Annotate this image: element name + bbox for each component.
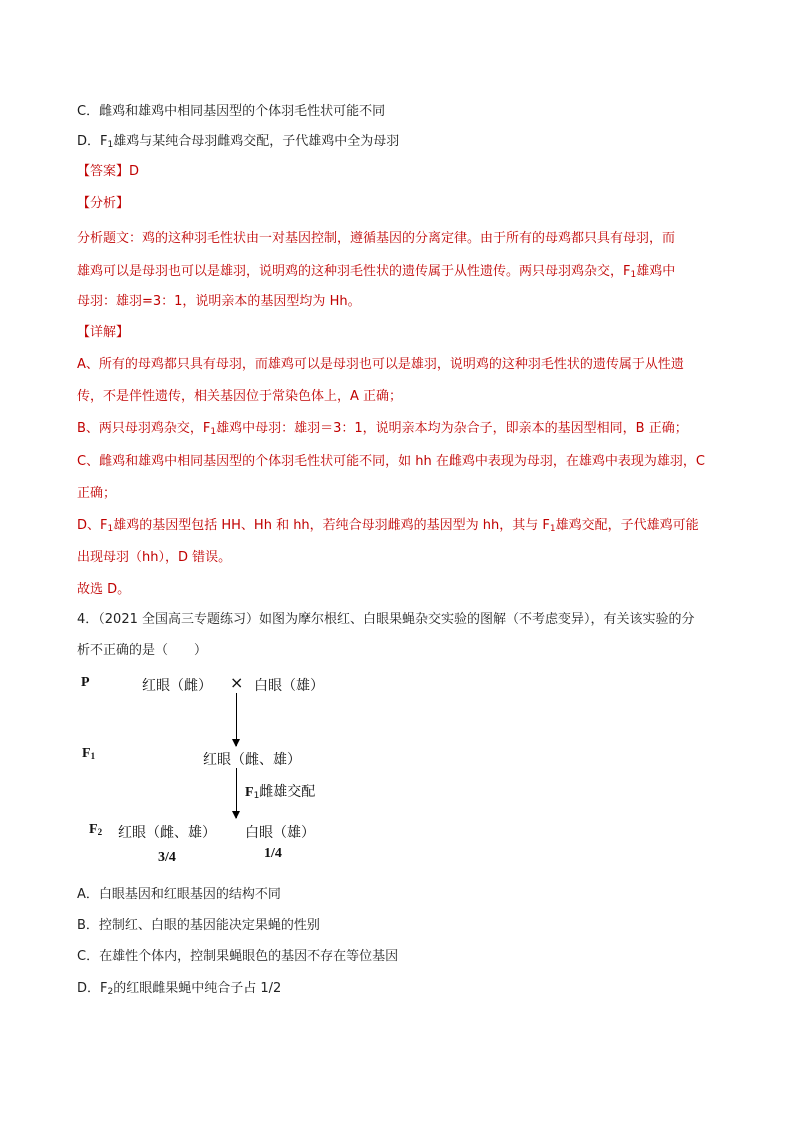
q4-stem-line-1: 4．（2021 全国高三专题练习）如图为摩尔根红、白眼果蝇杂交实验的图解（不考虑变异），有关该实验的分 — [77, 612, 695, 627]
parent-male: 白眼（雄） — [254, 678, 324, 694]
q3-conclusion: 故选 D。 — [77, 582, 131, 597]
q3-detail-a-line-1: A、所有的母鸡都只具有母羽，而雄鸡可以是母羽也可以是雄羽，说明鸡的这种羽毛性状的遗传属于从性遗 — [77, 357, 684, 372]
q3-detail-label: 【详解】 — [77, 325, 130, 340]
cross-symbol: × — [230, 673, 244, 692]
arrow-down-icon — [236, 768, 237, 818]
q4-option-c: C．在雄性个体内，控制果蝇眼色的基因不存在等位基因 — [77, 949, 399, 964]
f2-red-eye: 红眼（雌、雄） — [118, 825, 216, 841]
q3-option-d: D．$F_1$雄鸡与某纯合母羽雌鸡交配，子代雄鸡中全为母羽 — [77, 134, 400, 150]
q3-detail-c-line-1: C、雌鸡和雄鸡中相同基因型的个体羽毛性状可能不同，如 hh 在雌鸡中表现为母羽，在雄鸡中表现为雄羽，C — [77, 454, 705, 469]
q3-analysis-line-3: 母羽：雄羽=3：1，说明亲本的基因型均为 Hh。 — [77, 294, 361, 309]
ratio-white: 1/4 — [264, 846, 282, 861]
q3-detail-b: B、两只母羽鸡杂交，$F_1$雄鸡中母羽：雄羽＝3：1，说明亲本均为杂合子，即亲本的基因型相同，B 正确； — [77, 421, 688, 437]
q3-analysis-line-1: 分析题文：鸡的这种羽毛性状由一对基因控制，遵循基因的分离定律。由于所有的母鸡都只具有母羽，而 — [77, 231, 676, 246]
q3-detail-d-line-2: 出现母羽（hh），D 错误。 — [77, 550, 232, 565]
q3-detail-a-line-2: 传，不是伴性遗传，相关基因位于常染色体上，A 正确； — [77, 389, 403, 404]
q4-option-b: B．控制红、白眼的基因能决定果蝇的性别 — [77, 918, 320, 933]
q4-stem-line-2: 析不正确的是（ ） — [77, 643, 208, 658]
f1-cross-label: $F_1$雌雄交配 — [245, 784, 316, 801]
q4-option-d: D．$F_2$的红眼雌果蝇中纯合子占 1/2 — [77, 981, 282, 997]
generation-label-p: P — [81, 675, 90, 690]
q3-analysis-label: 【分析】 — [77, 196, 130, 211]
q3-detail-d-line-1: D、$F_1$雄鸡的基因型包括 HH、Hh 和 hh，若纯合母羽雌鸡的基因型为 hh，其与 $F_1$雄鸡交配，子代雄鸡可能 — [77, 518, 699, 534]
parent-female: 红眼（雌） — [142, 678, 212, 694]
q4-option-a: A．白眼基因和红眼基因的结构不同 — [77, 887, 281, 902]
ratio-red: 3/4 — [158, 850, 176, 865]
q3-answer: 【答案】D — [77, 164, 140, 179]
q3-detail-c-line-2: 正确； — [77, 486, 117, 501]
f1-result: 红眼（雌、雄） — [203, 752, 301, 768]
generation-label-f1: $F_1$ — [82, 746, 96, 761]
f2-white-eye: 白眼（雄） — [245, 825, 315, 841]
generation-label-f2: $F_2$ — [89, 822, 103, 837]
q3-option-c: C．雌鸡和雄鸡中相同基因型的个体羽毛性状可能不同 — [77, 104, 386, 119]
q3-analysis-line-2: 雄鸡可以是母羽也可以是雄羽，说明鸡的这种羽毛性状的遗传属于从性遗传。两只母羽鸡杂交，$F_1$雄鸡中 — [77, 264, 676, 280]
arrow-down-icon — [236, 693, 237, 746]
